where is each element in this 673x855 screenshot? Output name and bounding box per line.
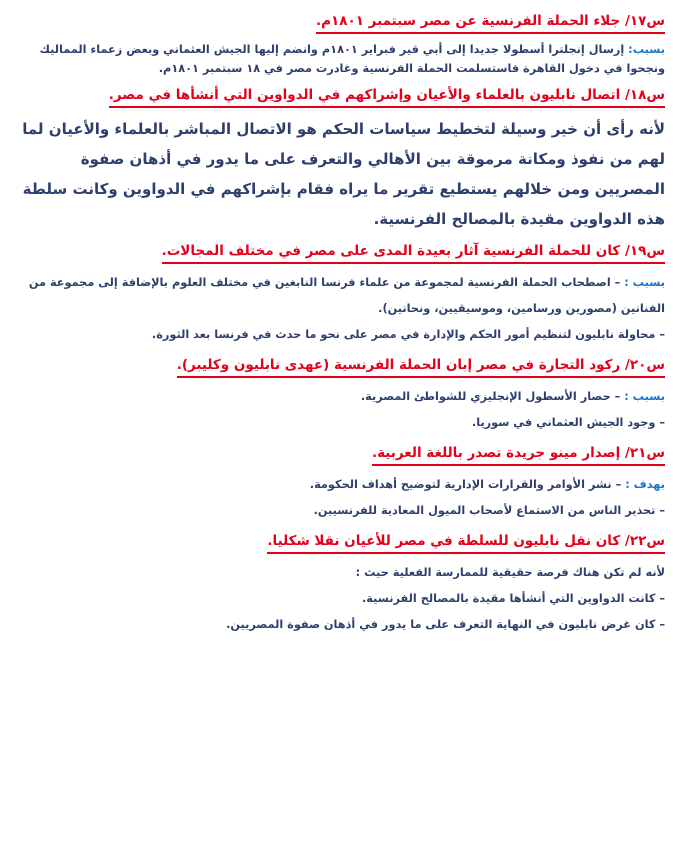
answer-18 bbox=[8, 114, 665, 234]
answer-20-line-1 bbox=[8, 384, 665, 410]
answer-20-text-1: – حصار الأسطول الإنجليزي للشواطئ المصرية. bbox=[360, 390, 621, 403]
question-21 bbox=[8, 442, 665, 466]
answer-21-text-2: – تحذير الناس من الاستماع لأصحاب الميول المعادية للفرنسيين. bbox=[313, 504, 665, 517]
answer-20-text-2: – وجود الجيش العثماني في سوريا. bbox=[471, 416, 665, 429]
answer-19-label: بسبب : bbox=[624, 276, 665, 289]
question-18-title: س١٨/ اتصال نابليون بالعلماء والأعيان وإشراكهم في الدواوين التي أنشأها في مصر. bbox=[109, 85, 665, 108]
question-17-title: س١٧/ جلاء الحملة الفرنسية عن مصر سبتمبر ١٨٠١م. bbox=[316, 11, 665, 34]
answer-19-text-1: – اصطحاب الحملة الفرنسية لمجموعة من علماء فرنسا النابغين في مختلف العلوم بالإضافة إلى مجموعة من الفنانين (مصورين ورسامين، وموسيقيين، ونحاتين). bbox=[28, 276, 665, 315]
answer-21-line-1 bbox=[8, 472, 665, 498]
answer-22-line-1 bbox=[8, 560, 665, 586]
answer-19-text-2: – محاولة نابليون لتنظيم أمور الحكم والإدارة في مصر على نحو ما حدث في فرنسا بعد الثورة. bbox=[151, 328, 665, 341]
question-17 bbox=[8, 10, 665, 34]
question-22 bbox=[8, 530, 665, 554]
answer-17-text: إرسال إنجلترا أسطولا جديدا إلى أبي قير فبراير ١٨٠١م وانضم إليها الجيش العثماني وبعض زعماء المماليك ونجحوا في دخول القاهرة فاستسلمت الحملة الفرنسية وغادرت مصر في ١٨ سبتمبر ١٨٠١م. bbox=[39, 43, 665, 75]
question-20-title: س٢٠/ ركود التجارة في مصر إبان الحملة الفرنسية (عهدى نابليون وكليبر). bbox=[177, 355, 665, 378]
answer-21-text-1: – نشر الأوامر والقرارات الإدارية لتوضيح أهداف الحكومة. bbox=[309, 478, 622, 491]
answer-22-text-1: لأنه لم تكن هناك فرصة حقيقية للممارسة الفعلية حيث : bbox=[355, 566, 665, 579]
answer-20-label: بسبب : bbox=[624, 390, 665, 403]
answer-19-line-1 bbox=[8, 270, 665, 322]
question-19 bbox=[8, 240, 665, 264]
answer-22-line-3 bbox=[8, 612, 665, 638]
question-20 bbox=[8, 354, 665, 378]
answer-17-label: بسبب: bbox=[628, 43, 665, 56]
answer-22-text-2: – كانت الدواوين التي أنشأها مقيدة بالمصالح الفرنسية. bbox=[362, 592, 665, 605]
question-22-title: س٢٢/ كان نقل نابليون للسلطة في مصر للأعيان نقلا شكليا. bbox=[267, 531, 665, 554]
answer-22-text-3: – كان غرض نابليون في النهاية التعرف على ما يدور في أذهان صفوة المصريين. bbox=[226, 618, 665, 631]
answer-19-line-2 bbox=[8, 322, 665, 348]
answer-18-text: لأنه رأى أن خير وسيلة لتخطيط سياسات الحكم هو الاتصال المباشر بالعلماء والأعيان لما لهم من نفوذ ومكانة مرموقة بين الأهالي والتعرف على ما يدور في أذهان صفوة المصريين ومن خلالهم يستطيع تقرير ما يراه فقام بإشراكهم في الدواوين وكانت سلطة هذه الدواوين مقيدة بالمصالح الفرنسية. bbox=[22, 120, 665, 228]
answer-20-line-2 bbox=[8, 410, 665, 436]
answer-21-line-2 bbox=[8, 498, 665, 524]
question-18 bbox=[8, 84, 665, 108]
question-19-title: س١٩/ كان للحملة الفرنسية آثار بعيدة المدى على مصر في مختلف المجالات. bbox=[162, 241, 665, 264]
answer-17 bbox=[8, 40, 665, 78]
question-21-title: س٢١/ إصدار مينو جريدة تصدر باللغة العربية. bbox=[372, 443, 665, 466]
answer-21-label: بهدف : bbox=[625, 478, 665, 491]
answer-22-line-2 bbox=[8, 586, 665, 612]
